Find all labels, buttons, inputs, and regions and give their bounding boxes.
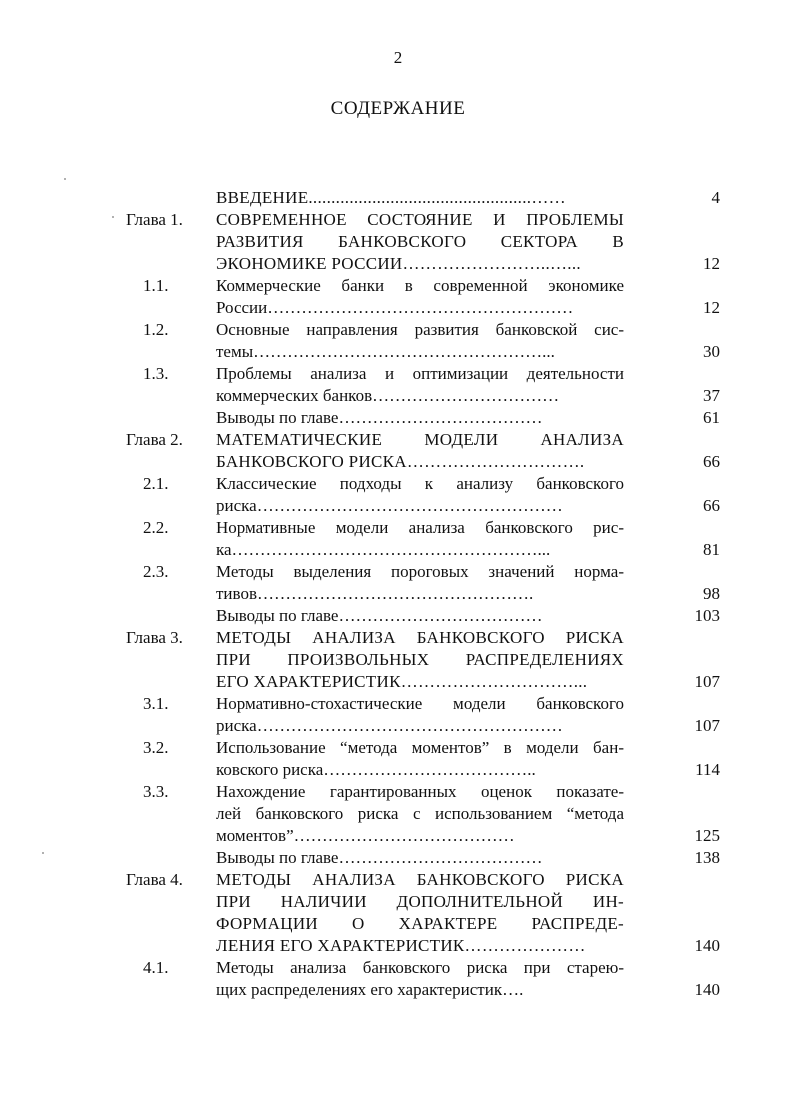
toc-entry-text: ЛЕНИЯ ЕГО ХАРАКТЕРИСТИК………………… — [216, 936, 586, 955]
toc-row — [0, 275, 796, 297]
toc-entry-text: Методы анализа банковского риска при старею- — [216, 958, 624, 977]
toc-entry-label — [0, 979, 216, 1001]
toc-entry-text: ПРИ НАЛИЧИИ ДОПОЛНИТЕЛЬНОЙ ИН- — [216, 892, 624, 911]
toc-row — [0, 869, 796, 891]
toc-row — [0, 957, 796, 979]
toc-row — [0, 385, 796, 407]
toc-entry-text: Нахождение гарантированных оценок показате- — [216, 782, 624, 801]
toc-entry-page: 107 — [694, 716, 720, 735]
toc-entry-page — [624, 627, 720, 649]
toc-row — [0, 715, 796, 737]
toc-entry-text: СОВРЕМЕННОЕ СОСТОЯНИЕ И ПРОБЛЕМЫ — [216, 210, 624, 229]
toc-row — [0, 583, 796, 605]
toc-entry-page: 138 — [694, 848, 720, 867]
toc-entry-label — [0, 759, 216, 781]
toc-row — [0, 231, 796, 253]
toc-entry-page: 66 — [703, 452, 720, 471]
toc-row — [0, 781, 796, 803]
toc-row — [0, 539, 796, 561]
toc-entry-text: Коммерческие банки в современной экономике — [216, 276, 624, 295]
toc-row — [0, 825, 796, 847]
toc-entry-text: моментов”………………………………… — [216, 826, 515, 845]
toc-entry-page — [624, 891, 720, 913]
page-number: 2 — [393, 48, 403, 67]
toc-entry-text: ЕГО ХАРАКТЕРИСТИК…………………………... — [216, 672, 588, 691]
toc-entry-text: ПРИ ПРОИЗВОЛЬНЫХ РАСПРЕДЕЛЕНИЯХ — [216, 650, 624, 669]
toc-entry-page — [624, 275, 720, 297]
toc-entry-label — [0, 341, 216, 363]
toc-entry-page: 61 — [703, 408, 720, 427]
toc-row — [0, 847, 796, 869]
toc-row — [0, 363, 796, 385]
toc-row — [0, 803, 796, 825]
toc-entry-page — [624, 781, 720, 803]
toc-entry-text: ВВЕДЕНИЕ.................................................…… — [216, 188, 566, 207]
toc-entry-page — [624, 649, 720, 671]
toc-entry-label — [0, 187, 216, 209]
toc-entry-page — [624, 429, 720, 451]
toc-entry-page — [624, 869, 720, 891]
toc-entry-text: тивов…………………………………………. — [216, 584, 534, 603]
toc-entry-label: 3.3. — [143, 782, 169, 801]
toc-entry-label: 3.1. — [143, 694, 169, 713]
toc-entry-text: щих распределениях его характеристик…. — [216, 980, 524, 999]
toc-entry-page — [624, 473, 720, 495]
toc-entry-text: России……………………………………………… — [216, 298, 574, 317]
toc-entry-page — [624, 517, 720, 539]
toc-entry-page — [624, 803, 720, 825]
toc-row — [0, 561, 796, 583]
toc-entry-text: риска……………………………………………… — [216, 496, 563, 515]
toc-row — [0, 627, 796, 649]
toc-entry-label — [0, 671, 216, 693]
toc-entry-label: Глава 2. — [126, 430, 183, 449]
toc-entry-page: 125 — [694, 826, 720, 845]
toc-row — [0, 407, 796, 429]
toc-row — [0, 979, 796, 1001]
toc-entry-label — [0, 231, 216, 253]
toc-entry-label — [0, 539, 216, 561]
toc-entry-label — [0, 649, 216, 671]
toc-entry-page: 66 — [703, 496, 720, 515]
toc-row — [0, 913, 796, 935]
toc-row — [0, 495, 796, 517]
toc-entry-label — [0, 847, 216, 869]
toc-entry-text: МАТЕМАТИЧЕСКИЕ МОДЕЛИ АНАЛИЗА — [216, 430, 624, 449]
toc-row — [0, 649, 796, 671]
toc-entry-label: 2.1. — [143, 474, 169, 493]
toc-entry-page — [624, 693, 720, 715]
toc-row — [0, 341, 796, 363]
toc-row — [0, 671, 796, 693]
toc-entry-text: Классические подходы к анализу банковского — [216, 474, 624, 493]
toc-entry-text: риска……………………………………………… — [216, 716, 563, 735]
toc-entry-page: 98 — [703, 584, 720, 603]
toc-entry-text: ковского риска……………………………….. — [216, 760, 536, 779]
toc-entry-label: 4.1. — [143, 958, 169, 977]
toc-entry-label — [0, 715, 216, 737]
toc-entry-label — [0, 935, 216, 957]
toc-row — [0, 187, 796, 209]
toc-entry-text: Нормативные модели анализа банковского рис- — [216, 518, 624, 537]
toc-entry-text: Методы выделения пороговых значений норма- — [216, 562, 624, 581]
toc-entry-page — [624, 363, 720, 385]
toc-entry-page: 140 — [694, 980, 720, 999]
toc-entry-text: МЕТОДЫ АНАЛИЗА БАНКОВСКОГО РИСКА — [216, 628, 624, 647]
toc-entry-label — [0, 495, 216, 517]
toc-entry-text: лей банковского риска с использованием “метода — [216, 804, 624, 823]
toc-entry-text: Основные направления развития банковской сис- — [216, 320, 624, 339]
toc-entry-text: Выводы по главе……………………………… — [216, 408, 543, 427]
table-of-contents — [0, 187, 796, 1001]
toc-entry-text: РАЗВИТИЯ БАНКОВСКОГО СЕКТОРА В — [216, 232, 624, 251]
toc-row — [0, 473, 796, 495]
toc-row — [0, 891, 796, 913]
toc-entry-page: 114 — [695, 760, 720, 779]
toc-entry-page — [624, 231, 720, 253]
toc-entry-label: Глава 1. — [126, 210, 183, 229]
toc-entry-label — [0, 605, 216, 627]
toc-entry-label: 1.2. — [143, 320, 169, 339]
toc-entry-label: 1.3. — [143, 364, 169, 383]
toc-entry-text: Выводы по главе……………………………… — [216, 606, 543, 625]
toc-entry-label — [0, 803, 216, 825]
toc-entry-page — [624, 737, 720, 759]
toc-entry-label: Глава 3. — [126, 628, 183, 647]
toc-entry-label — [0, 583, 216, 605]
toc-entry-page: 37 — [703, 386, 720, 405]
toc-entry-page: 107 — [694, 672, 720, 691]
toc-entry-page: 30 — [703, 342, 720, 361]
toc-entry-label: 3.2. — [143, 738, 169, 757]
toc-entry-page: 103 — [694, 606, 720, 625]
toc-row — [0, 737, 796, 759]
toc-entry-label — [0, 297, 216, 319]
toc-entry-label: 1.1. — [143, 276, 169, 295]
toc-entry-text: темы……………………………………………... — [216, 342, 555, 361]
toc-row — [0, 209, 796, 231]
toc-entry-text: Проблемы анализа и оптимизации деятельности — [216, 364, 624, 383]
toc-entry-page — [624, 957, 720, 979]
toc-entry-text: ФОРМАЦИИ О ХАРАКТЕРЕ РАСПРЕДЕ- — [216, 914, 624, 933]
toc-entry-label: 2.3. — [143, 562, 169, 581]
toc-entry-text: Использование “метода моментов” в модели бан- — [216, 738, 624, 757]
toc-entry-label — [0, 253, 216, 275]
toc-entry-page — [624, 561, 720, 583]
toc-entry-label — [0, 407, 216, 429]
toc-entry-page — [624, 209, 720, 231]
toc-entry-text: ЭКОНОМИКЕ РОССИИ……………………..…... — [216, 254, 581, 273]
toc-entry-label: Глава 4. — [126, 870, 183, 889]
toc-row — [0, 935, 796, 957]
toc-row — [0, 517, 796, 539]
toc-entry-label: 2.2. — [143, 518, 169, 537]
toc-entry-label — [0, 825, 216, 847]
toc-entry-text: МЕТОДЫ АНАЛИЗА БАНКОВСКОГО РИСКА — [216, 870, 624, 889]
toc-row — [0, 759, 796, 781]
toc-row — [0, 429, 796, 451]
toc-row — [0, 319, 796, 341]
toc-entry-label — [0, 913, 216, 935]
toc-entry-page: 4 — [711, 188, 720, 207]
toc-entry-page — [624, 913, 720, 935]
toc-entry-text: БАНКОВСКОГО РИСКА…………………………. — [216, 452, 585, 471]
toc-entry-text: ка………………………………………………... — [216, 540, 551, 559]
toc-entry-text: Выводы по главе……………………………… — [216, 848, 543, 867]
toc-entry-page — [624, 319, 720, 341]
toc-entry-page: 12 — [703, 298, 720, 317]
toc-row — [0, 605, 796, 627]
toc-row — [0, 253, 796, 275]
toc-entry-label — [0, 891, 216, 913]
toc-entry-text: Нормативно-стохастические модели банковского — [216, 694, 624, 713]
toc-title: СОДЕРЖАНИЕ — [330, 98, 466, 119]
toc-entry-label — [0, 385, 216, 407]
toc-entry-page: 12 — [703, 254, 720, 273]
toc-row — [0, 451, 796, 473]
toc-entry-text: коммерческих банков…………………………… — [216, 386, 560, 405]
toc-entry-page: 81 — [703, 540, 720, 559]
toc-entry-label — [0, 451, 216, 473]
toc-row — [0, 297, 796, 319]
toc-row — [0, 693, 796, 715]
toc-entry-page: 140 — [694, 936, 720, 955]
